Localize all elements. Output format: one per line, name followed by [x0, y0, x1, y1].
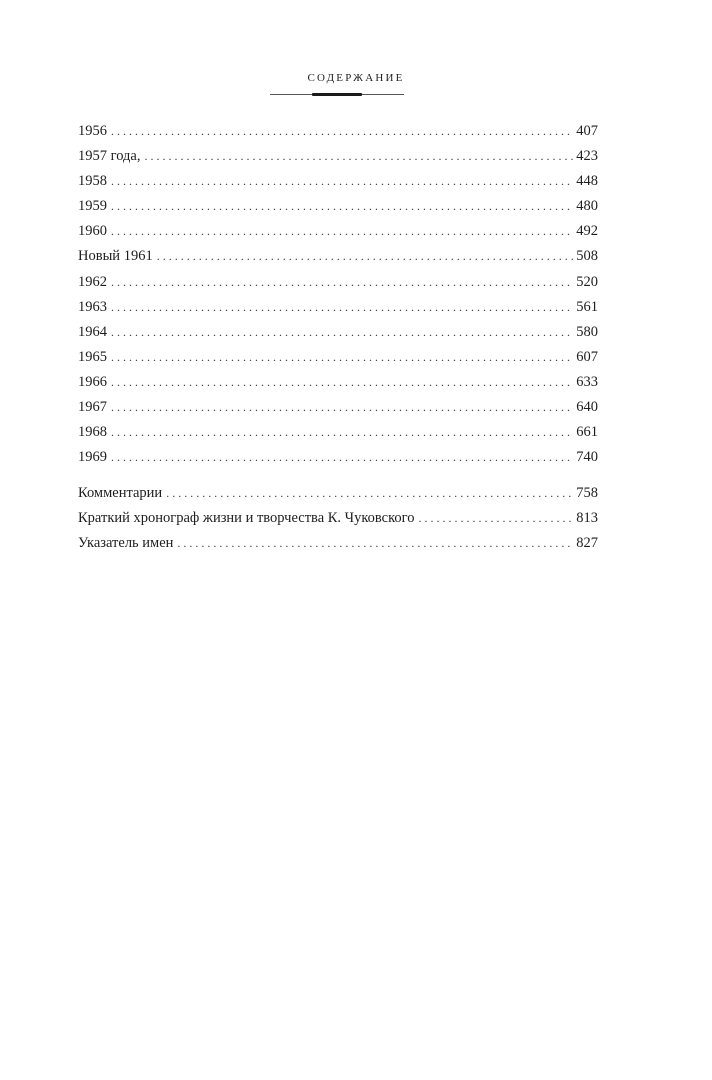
section-title: СОДЕРЖАНИЕ — [307, 72, 405, 84]
toc-entry — [78, 370, 598, 395]
toc-entry — [78, 481, 598, 506]
toc-entry-label: 1968 — [78, 424, 107, 441]
toc-entry-page: 740 — [576, 449, 598, 466]
toc-entry — [78, 169, 598, 194]
dot-leader — [111, 345, 573, 370]
toc-year-list — [78, 119, 598, 470]
toc-entry — [78, 194, 598, 219]
toc-entry-page: 448 — [576, 173, 598, 190]
toc-entry-label: Комментарии — [78, 485, 163, 501]
dot-leader — [111, 270, 573, 295]
toc-entry — [78, 506, 598, 531]
toc-entry — [78, 420, 598, 445]
dot-leader — [111, 420, 573, 445]
toc-entry-page: 520 — [576, 273, 598, 290]
dot-leader — [144, 144, 573, 169]
toc-entry-label: 1964 — [78, 323, 107, 340]
dot-leader — [111, 219, 573, 244]
toc-entry-label: 1957 года, — [78, 148, 141, 165]
toc-entry-page: 480 — [576, 198, 598, 215]
toc-entry-page: 492 — [576, 223, 598, 240]
toc-entry-page: 827 — [576, 535, 598, 552]
toc-entry-page: 580 — [576, 323, 598, 340]
toc-entry-label: 1965 — [78, 348, 107, 365]
toc-entry-label: 1967 — [78, 399, 107, 416]
toc-entry — [78, 219, 598, 244]
toc-entry-page: 508 — [576, 248, 598, 265]
toc-entry-page: 640 — [576, 399, 598, 416]
toc-entry-page: 607 — [576, 348, 598, 365]
toc-entry — [78, 119, 598, 144]
dot-leader — [419, 506, 574, 531]
toc-entry-label: 1958 — [78, 173, 107, 190]
toc-entry-label: Краткий хронограф жизни и творчества К. Чуковского — [78, 510, 415, 527]
toc-entry-label: 1956 — [78, 123, 107, 139]
dot-leader — [111, 370, 573, 395]
toc-back-matter-list — [78, 481, 598, 556]
dot-leader — [111, 295, 573, 320]
toc-entry-page: 633 — [576, 373, 598, 390]
toc-entry — [78, 270, 598, 295]
dot-leader — [111, 395, 573, 420]
toc-entry-page: 813 — [576, 510, 598, 527]
toc-entry — [78, 320, 598, 345]
toc-entry-page: 407 — [576, 123, 598, 139]
toc-entry-label: 1959 — [78, 198, 107, 215]
ornamental-rule — [270, 92, 404, 98]
toc-entry-label: 1963 — [78, 298, 107, 315]
dot-leader — [111, 169, 573, 194]
toc-entry — [78, 531, 598, 556]
dot-leader — [111, 119, 573, 144]
dot-leader — [111, 445, 573, 470]
toc-entry — [78, 295, 598, 320]
toc-entry — [78, 144, 598, 169]
toc-entry-page: 561 — [576, 298, 598, 315]
toc-entry-label: 1969 — [78, 449, 107, 466]
toc-entry-page: 661 — [576, 424, 598, 441]
toc-entry — [78, 395, 598, 420]
toc-entry-label: Новый 1961 — [78, 248, 153, 265]
page-header — [0, 68, 712, 86]
toc-entry-label: 1962 — [78, 273, 107, 290]
rule-accent-bar — [312, 93, 362, 96]
toc-entry — [78, 244, 598, 269]
dot-leader — [166, 481, 573, 506]
dot-leader — [111, 320, 573, 345]
toc-entry-label: Указатель имен — [78, 535, 174, 552]
dot-leader — [111, 194, 573, 219]
toc-entry-page: 423 — [576, 148, 598, 165]
toc-entry-label: 1960 — [78, 223, 107, 240]
toc-entry-label: 1966 — [78, 373, 107, 390]
toc-entry-page: 758 — [576, 485, 598, 501]
dot-leader — [157, 244, 574, 269]
toc-entry — [78, 445, 598, 470]
toc-entry — [78, 345, 598, 370]
dot-leader — [177, 531, 573, 556]
